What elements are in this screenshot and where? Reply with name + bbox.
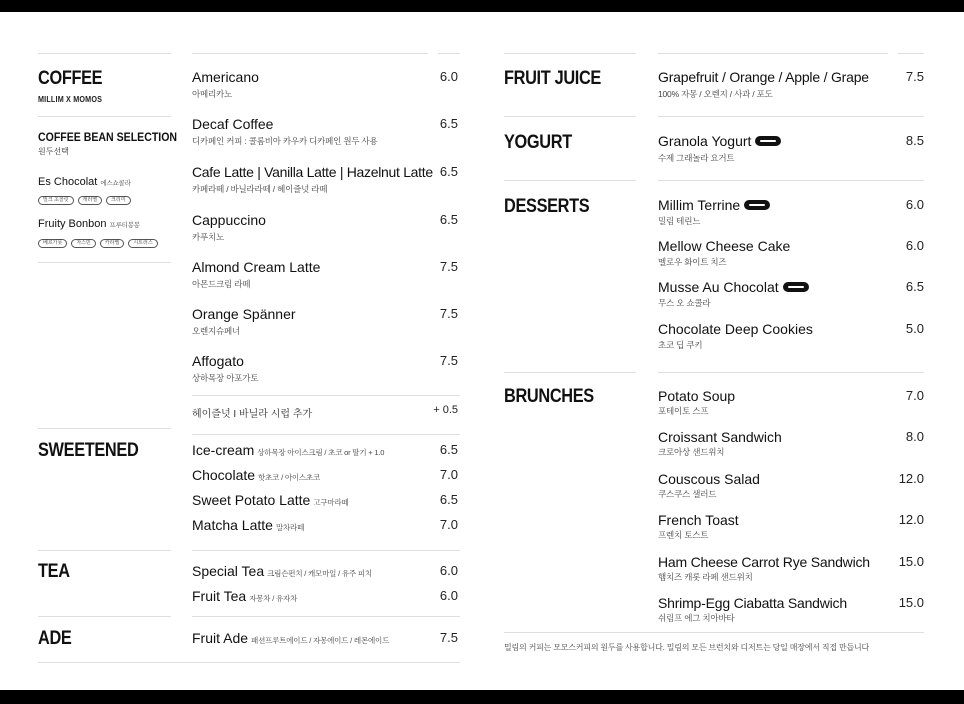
item-ko: 상하목장 아이스크림 / 초코 or 딸기 + 1.0: [257, 448, 385, 457]
item-ko: 초코 딥 쿠키: [658, 340, 703, 350]
item-price: 15.0: [898, 595, 924, 610]
divider: [658, 180, 924, 181]
syrup-addon-label: 헤이즐넛 I 바닐라 시럽 추가: [192, 409, 313, 420]
signature-badge-icon: [755, 136, 781, 146]
note-pill: 밀크 초콜릿: [38, 196, 74, 205]
item-ko: 포테이토 스프: [658, 406, 709, 416]
item-price: 7.0: [905, 388, 924, 403]
note-pill: 캐러멜: [78, 196, 103, 205]
item-price: 6.0: [439, 588, 458, 603]
divider: [898, 53, 924, 54]
item-name: Matcha Latte: [192, 517, 273, 533]
item-ko: 카푸치노: [192, 232, 225, 242]
item-ko: 패션프루트에이드 / 자몽에이드 / 레몬에이드: [251, 636, 390, 645]
item-ko: 무스 오 쇼콜라: [658, 298, 711, 308]
bean-selection-subtitle: 원두선택: [38, 147, 69, 156]
section-title-ade: ADE: [38, 628, 72, 649]
item-price: 7.5: [439, 259, 458, 274]
item-ko: 쿠스쿠스 샐러드: [658, 489, 717, 499]
item-name: Ice-cream: [192, 442, 255, 458]
bean-notes: [38, 196, 131, 205]
divider: [192, 616, 460, 617]
item-ko: 프렌치 토스트: [658, 530, 709, 540]
item-price: 12.0: [898, 471, 924, 486]
item-ham-cheese-sandwich: Ham Cheese Carrot Rye Sandwich: [658, 554, 870, 570]
item-price: 6.0: [905, 197, 924, 212]
item-ko: 핫초코 / 아이스초코: [258, 473, 321, 482]
item-ko: 상하목장 아포가토: [192, 373, 259, 383]
item-granola-yogurt: [658, 133, 781, 149]
section-title-sweetened: SWEETENED: [38, 440, 139, 461]
note-pill: 크리미: [106, 196, 131, 205]
item-ko: 오렌지슈페너: [192, 326, 241, 336]
item-mellow-cheese-cake: Mellow Cheese Cake: [658, 238, 791, 254]
item-ko: 수제 그래놀라 요거트: [658, 153, 735, 163]
section-title-coffee: COFFEE: [38, 68, 103, 89]
divider: [38, 616, 171, 617]
item-ko: 고구마라떼: [313, 498, 349, 507]
item-ko: 크림슨펀치 / 캐모마일 / 유주 피치: [267, 569, 372, 578]
item-decaf-coffee: Decaf Coffee: [192, 116, 274, 132]
section-title-yogurt: YOGURT: [504, 132, 572, 153]
item-price: 6.5: [439, 492, 458, 507]
item-ko: 크로아상 샌드위치: [658, 447, 725, 457]
divider: [658, 372, 924, 373]
item-sweet-potato-latte: [192, 492, 349, 508]
item-price: 7.5: [439, 306, 458, 321]
item-price: 6.5: [905, 279, 924, 294]
item-name: Special Tea: [192, 563, 265, 579]
section-subtitle-coffee: MILLIM X MOMOS: [38, 95, 103, 104]
bean-fruity-bonbon: [38, 218, 140, 230]
divider: [38, 428, 171, 429]
item-price: 7.5: [905, 69, 924, 84]
divider: [192, 550, 460, 551]
item-fruit-juice: Grapefruit / Orange / Apple / Grape: [658, 69, 869, 85]
item-chocolate: [192, 467, 320, 483]
item-ko: 카페라떼 / 바닐라라떼 / 헤이즐넛 라떼: [192, 184, 328, 194]
divider: [658, 116, 924, 117]
bean-name: Es Chocolat: [38, 176, 98, 188]
item-name: Fruit Tea: [192, 588, 247, 604]
section-title-desserts: DESSERTS: [504, 196, 590, 217]
item-couscous-salad: Couscous Salad: [658, 471, 760, 487]
divider: [38, 550, 171, 551]
item-name: Musse Au Chocolat: [658, 279, 779, 295]
menu-board: [0, 12, 964, 690]
item-price: 7.0: [439, 467, 458, 482]
item-name: Granola Yogurt: [658, 133, 752, 149]
item-price: 7.5: [439, 353, 458, 368]
item-chocolate-deep-cookies: Chocolate Deep Cookies: [658, 321, 813, 337]
note-pill: 시트러스: [128, 239, 157, 248]
item-price: 6.5: [439, 164, 458, 179]
item-musse-au-chocolat: [658, 279, 809, 295]
item-french-toast: French Toast: [658, 512, 739, 528]
divider: [38, 116, 171, 117]
divider: [504, 632, 924, 633]
bean-selection-title: COFFEE BEAN SELECTION: [38, 130, 178, 144]
item-ko: 100% 자몽 / 오렌지 / 사과 / 포도: [658, 89, 773, 99]
bean-ko: 프루티봉봉: [109, 222, 140, 229]
item-price: 8.5: [905, 133, 924, 148]
item-ko: 디카페인 커피 : 콜롬비아 카우카 디카페인 원두 사용: [192, 136, 378, 146]
item-special-tea: [192, 563, 372, 579]
item-millim-terrine: [658, 197, 770, 213]
note-pill: 자스민: [71, 239, 96, 248]
bean-name: Fruity Bonbon: [38, 218, 107, 230]
divider: [192, 434, 460, 435]
item-ko: 아몬드크림 라떼: [192, 279, 251, 289]
item-matcha-latte: [192, 517, 304, 533]
section-title-tea: TEA: [38, 561, 70, 582]
item-cappuccino: Cappuccino: [192, 212, 266, 228]
section-title-fruit-juice: FRUIT JUICE: [504, 68, 601, 89]
item-ko: 햄치즈 캐롯 라페 샌드위치: [658, 572, 753, 582]
bean-notes: [38, 239, 158, 248]
footer-note: 밀림의 커피는 모모스커피의 원두를 사용합니다. 밀림의 모든 브런치와 디저트는 당일 매장에서 직접 만듭니다: [504, 643, 870, 652]
note-pill: 베르가못: [38, 239, 67, 248]
item-affogato: Affogato: [192, 353, 244, 369]
bean-ko: 에스쇼콜라: [100, 180, 131, 187]
signature-badge-icon: [744, 200, 770, 210]
item-almond-cream-latte: Almond Cream Latte: [192, 259, 321, 275]
syrup-addon-price: + 0.5: [433, 404, 458, 416]
item-price: 15.0: [898, 554, 924, 569]
divider: [438, 53, 460, 54]
item-price: 12.0: [898, 512, 924, 527]
item-price: 8.0: [905, 429, 924, 444]
item-croissant-sandwich: Croissant Sandwich: [658, 429, 782, 445]
divider: [504, 180, 636, 181]
item-name: Chocolate: [192, 467, 256, 483]
item-ko: 멜로우 화이트 치즈: [658, 257, 727, 267]
item-ice-cream: [192, 442, 384, 458]
divider: [658, 53, 888, 54]
divider: [504, 116, 636, 117]
item-shrimp-egg-sandwich: Shrimp-Egg Ciabatta Sandwich: [658, 595, 847, 611]
item-ko: 자몽차 / 유자차: [249, 594, 298, 603]
item-fruit-tea: [192, 588, 297, 604]
item-price: 7.5: [439, 630, 458, 645]
item-price: 6.0: [439, 69, 458, 84]
item-potato-soup: Potato Soup: [658, 388, 736, 404]
item-price: 7.0: [439, 517, 458, 532]
divider: [38, 262, 171, 263]
divider: [38, 662, 460, 663]
item-ko: 밀림 테린느: [658, 216, 701, 226]
item-price: 6.0: [439, 563, 458, 578]
item-ko: 쉬림프 에그 치아바타: [658, 613, 735, 623]
bean-es-chocolat: [38, 176, 131, 188]
item-orange-spanner: Orange Spänner: [192, 306, 296, 322]
item-price: 5.0: [905, 321, 924, 336]
item-price: 6.5: [439, 116, 458, 131]
item-price: 6.5: [439, 442, 458, 457]
divider: [192, 53, 428, 54]
item-fruit-ade: [192, 630, 389, 646]
divider: [504, 53, 636, 54]
divider: [38, 53, 171, 54]
divider: [504, 372, 636, 373]
item-americano: Americano: [192, 69, 259, 85]
item-price: 6.5: [439, 212, 458, 227]
item-name: Sweet Potato Latte: [192, 492, 311, 508]
section-title-brunches: BRUNCHES: [504, 386, 594, 407]
note-pill: 카라멜: [100, 239, 125, 248]
divider: [192, 395, 460, 396]
item-name: Millim Terrine: [658, 197, 741, 213]
item-ko: 말차라떼: [275, 523, 305, 532]
item-latte: Cafe Latte | Vanilla Latte | Hazelnut Latte: [192, 164, 433, 180]
item-price: 6.0: [905, 238, 924, 253]
signature-badge-icon: [783, 282, 809, 292]
item-name: Fruit Ade: [192, 630, 249, 646]
item-ko: 아메리카노: [192, 89, 233, 99]
